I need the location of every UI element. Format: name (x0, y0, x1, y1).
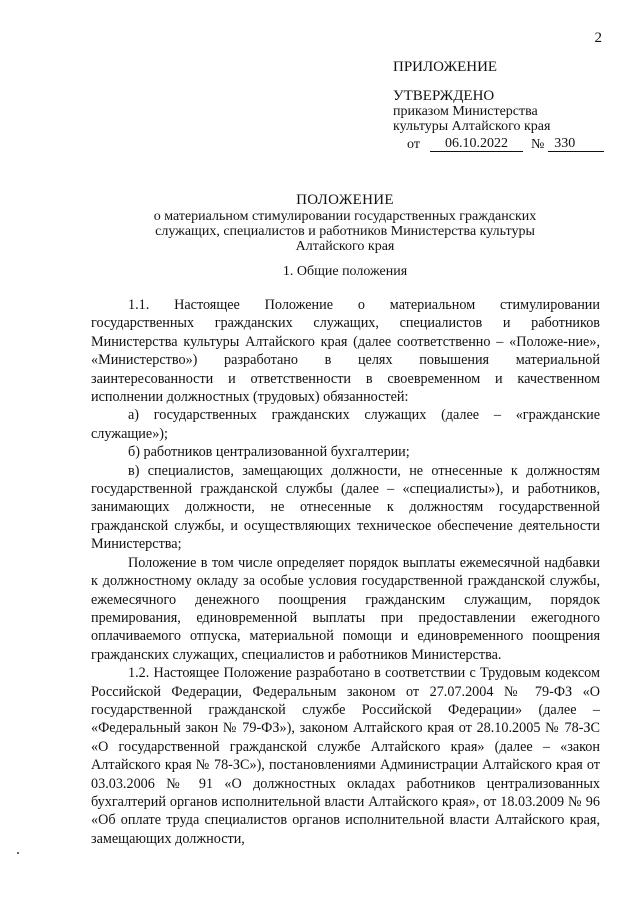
order-line-2: культуры Алтайского края (393, 119, 551, 134)
order-line-1: приказом Министерства (393, 104, 538, 119)
paragraph-item-a: а) государственных гражданских служащих (далее – «гражданские служащие»); (91, 407, 600, 442)
paragraph-scope: Положение в том числе определяет порядок выплаты ежемесячной надбавки к должностному окладу за особые условия государственной гражданской службы, ежемесячного денежного поощрения гражданским служащим, порядок премирования, единовременной выплаты при предоставлении ежегодного оплачиваемого отпуска, материальной помощи и единовременного поощрения гражданских служащих, специалистов и работников Министерства. (91, 554, 600, 663)
paragraph-item-b: б) работников централизованной бухгалтерии; (128, 444, 410, 461)
document-title-block (90, 192, 600, 254)
document-title: ПОЛОЖЕНИЕ (296, 192, 394, 208)
approval-stamp (393, 60, 604, 152)
order-details (407, 136, 604, 152)
section-title: 1. Общие положения (282, 264, 408, 279)
number-label: № (530, 137, 545, 152)
approved-label: УТВЕРЖДЕНО (393, 88, 495, 104)
document-body (91, 296, 600, 848)
order-number: 330 (548, 136, 604, 152)
paragraph-item-c: в) специалистов, замещающих должности, не отнесенные к должностям государственной гражданской службы (далее – «специалисты»), и работников, занимающих должности, не отнесенные к должностям государственной гражданской службы, и осуществляющих техническое обеспечение деятельности Министерства; (91, 462, 600, 553)
appendix-label: ПРИЛОЖЕНИЕ (393, 59, 498, 75)
from-label: от (407, 137, 420, 152)
paragraph-1-2: 1.2. Настоящее Положение разработано в соответствии с Трудовым кодексом Российской Федерации, Федеральным законом от 27.07.2004 № 79-ФЗ «О государственной гражданской службе Российской Федерации» (далее – «Федеральный закон № 79-ФЗ»), законом Алтайского края от 28.10.2005 № 78-ЗС «О государственной гражданской службе Алтайского края» (далее – «закон Алтайского края № 78-ЗС»), постановлениями Администрации Алтайского края от 03.03.2006 № 91 «О должностных окладах работников централизованных бухгалтерий органов исполнительной власти Алтайского края», от 18.03.2009 № 96 «Об оплате труда специалистов органов исполнительной власти Алтайского края, замещающих должности, (91, 665, 600, 847)
scan-artifact (17, 852, 19, 854)
paragraph-1-1: 1.1. Настоящее Положение о материальном стимулировании государственных гражданских служащих, специалистов и работников Министерства культуры Алтайского края (далее соответственно – «Положе-ние», «Министерство») разработано в целях повышения материальной заинтересованности и ответственности в своевременном и качественном исполнении должностных (трудовых) обязанностей: (91, 297, 600, 406)
document-subtitle: о материальном стимулировании государственных гражданских служащих, специалистов и работников Министерства культуры Алтайского края (153, 209, 537, 254)
page-number: 2 (594, 30, 602, 46)
order-date: 06.10.2022 (430, 136, 523, 152)
